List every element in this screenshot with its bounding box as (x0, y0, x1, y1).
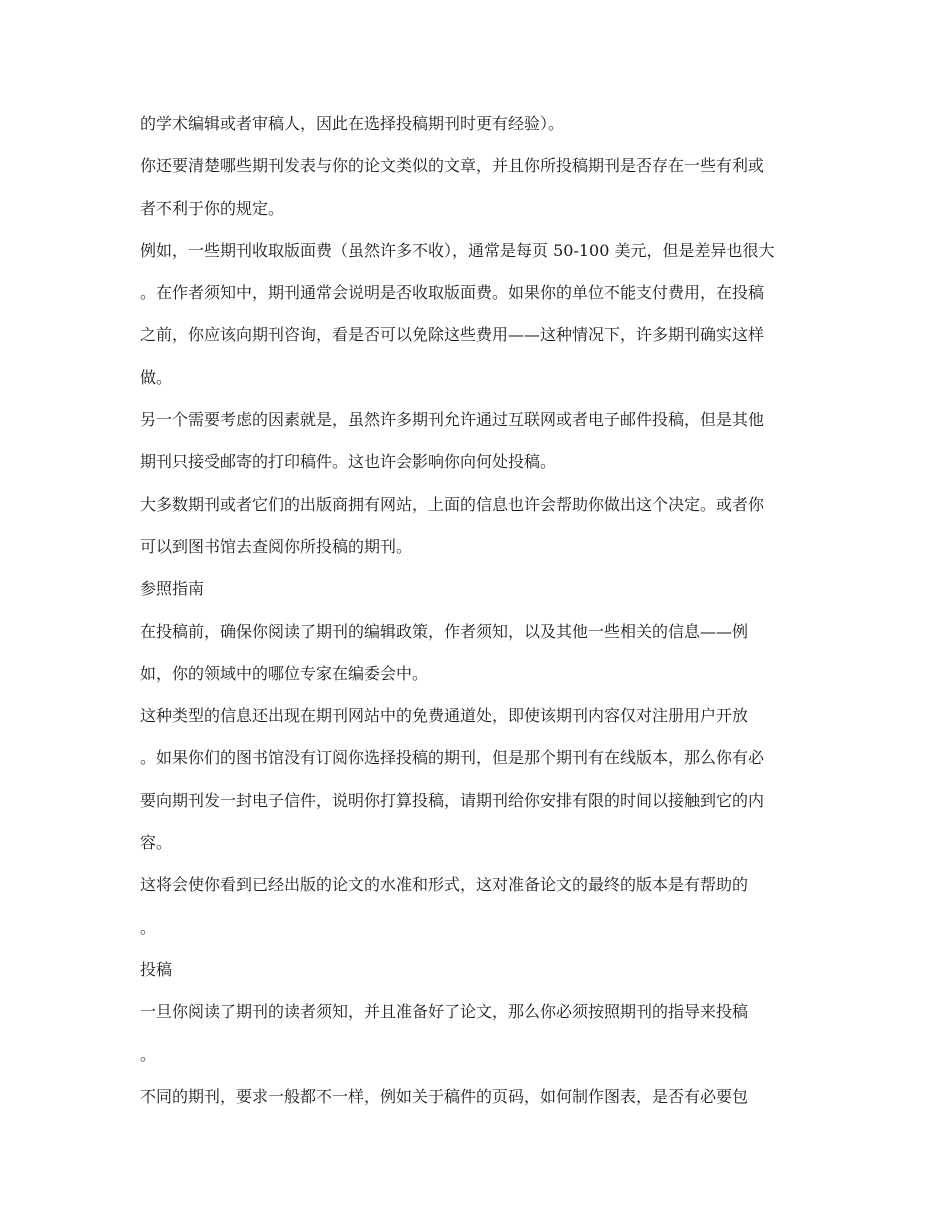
text-line: 。在作者须知中，期刊通常会说明是否收取版面费。如果你的单位不能支付费用，在投稿 (140, 283, 765, 303)
text-line: 你还要清楚哪些期刊发表与你的论文类似的文章，并且你所投稿期刊是否存在一些有利或 (140, 156, 765, 176)
text-line: 做。 (140, 367, 173, 387)
text-line: 之前，你应该向期刊咨询，看是否可以免除这些费用——这种情况下，许多期刊确实这样 (140, 325, 765, 345)
text-line: 。如果你们的图书馆没有订阅你选择投稿的期刊，但是那个期刊有在线版本，那么你有必 (140, 748, 765, 768)
text-line: 一旦你阅读了期刊的读者须知，并且准备好了论文，那么你必须按照期刊的指导来投稿 (140, 1002, 749, 1022)
text-line: 大多数期刊或者它们的出版商拥有网站，上面的信息也许会帮助你做出这个决定。或者你 (140, 494, 765, 514)
section-heading: 参照指南 (140, 579, 205, 599)
text-line: 。 (140, 1044, 157, 1064)
text-line: 另一个需要考虑的因素就是，虽然许多期刊允许通过互联网或者电子邮件投稿，但是其他 (140, 410, 765, 430)
text-line: 不同的期刊，要求一般都不一样，例如关于稿件的页码，如何制作图表，是否有必要包 (140, 1086, 749, 1106)
text-line: 可以到图书馆去查阅你所投稿的期刊。 (140, 536, 413, 556)
text-line: 例如，一些期刊收取版面费（虽然许多不收），通常是每页 50-100 美元，但是差异也很大 (140, 240, 775, 260)
text-line: 在投稿前，确保你阅读了期刊的编辑政策，作者须知，以及其他一些相关的信息——例 (140, 621, 749, 641)
text-line: 这将会使你看到已经出版的论文的水准和形式，这对准备论文的最终的版本是有帮助的 (140, 875, 749, 895)
text-line: 。 (140, 917, 157, 937)
text-line: 如，你的领域中的哪位专家在编委会中。 (140, 663, 429, 683)
text-line: 要向期刊发一封电子信件，说明你打算投稿，请期刊给你安排有限的时间以接触到它的内 (140, 790, 765, 810)
section-heading: 投稿 (140, 959, 173, 979)
text-line: 期刊只接受邮寄的打印稿件。这也许会影响你向何处投稿。 (140, 452, 557, 472)
document-body (140, 103, 812, 1118)
text-line: 者不利于你的规定。 (140, 198, 285, 218)
text-line: 的学术编辑或者审稿人，因此在选择投稿期刊时更有经验）。 (140, 114, 565, 133)
text-line: 容。 (140, 833, 173, 853)
text-line: 这种类型的信息还出现在期刊网站中的免费通道处，即使该期刊内容仅对注册用户开放 (140, 706, 749, 726)
